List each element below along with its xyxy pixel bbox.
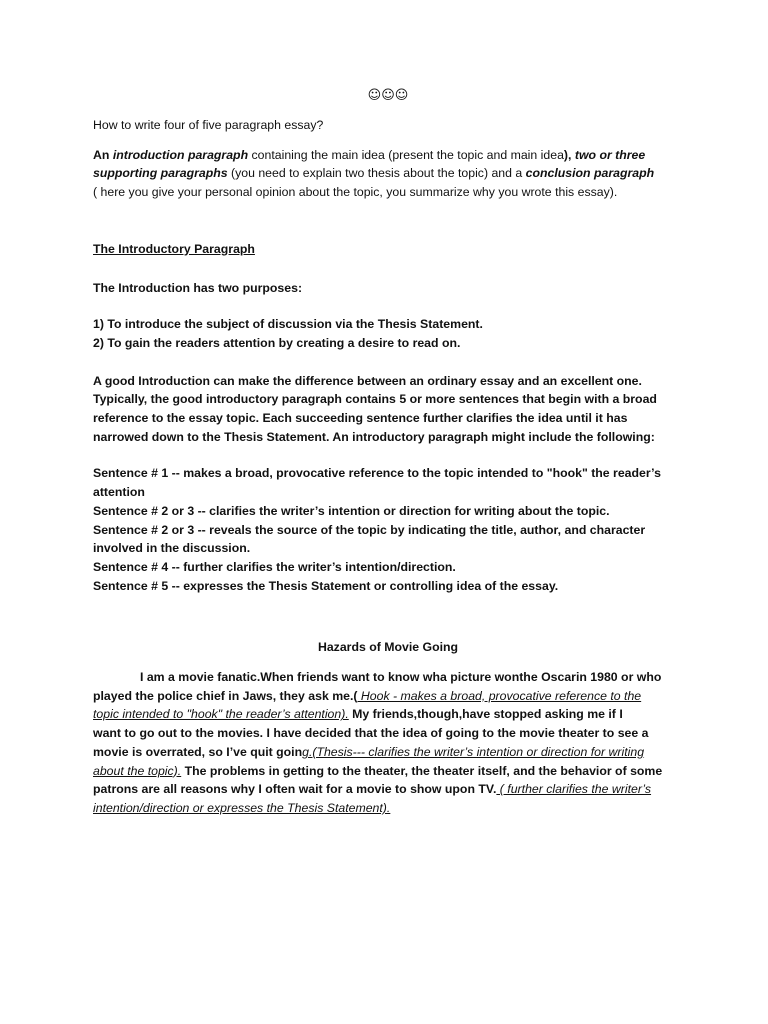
annotation-thesis-cont: about the topic). [93,763,182,778]
essay-line-3: topic intended to "hook" the reader’s attention). My friends,though,have stopped asking me if I [93,707,623,722]
sentence-guide-line: Sentence # 1 -- makes a broad, provocative reference to the topic intended to "hook" the reader’s [93,466,661,481]
purposes-list [93,315,683,352]
smiley-faces-header [93,86,683,104]
essay-paragraph [93,668,683,818]
annotation-thesis: g.(Thesis--- clarifies the writer’s intention or direction for writing [302,744,645,759]
essay-title: Hazards of Movie Going [317,640,459,655]
good-intro-line: Typically, the good introductory paragraph contains 5 or more sentences that begin with a broad [93,392,657,407]
purpose-item: 1) To introduce the subject of discussion via the Thesis Statement. [93,317,483,332]
annotation-hook-cont: topic intended to "hook" the reader’s attention). [93,707,349,722]
overview-line-1: An introduction paragraph containing the main idea (present the topic and main idea), two or three [93,147,646,162]
annotation-clarify: ( further clarifies the writer’s [496,782,652,797]
essay-line-2: played the police chief in Jaws, they ask me.( Hook - makes a broad, provocative reference to the [93,688,642,703]
essay-line-1: I am a movie fanatic.When friends want to know wha picture wonthe Oscarin 1980 or who [140,670,662,685]
good-intro-line: A good Introduction can make the difference between an ordinary essay and an excellent one. [93,373,642,388]
good-intro-line: reference to the essay topic. Each succeeding sentence further clarifies the idea until it has [93,411,628,426]
sentence-guide-line: Sentence # 2 or 3 -- clarifies the writer’s intention or direction for writing about the topic. [93,503,610,518]
smiley-icons: ☺☺☺ [367,88,409,103]
essay-line-5: movie is overrated, so I’ve quit going.(Thesis--- clarifies the writer’s intention or direction for writing [93,744,645,759]
good-intro-paragraph [93,372,683,447]
sentence-guide [93,464,683,595]
purposes-intro: The Introduction has two purposes: [93,280,303,295]
overview-line-3: ( here you give your personal opinion about the topic, you summarize why you wrote this essay). [93,185,618,200]
sentence-guide-line: Sentence # 5 -- expresses the Thesis Statement or controlling idea of the essay. [93,578,559,593]
annotation-hook: Hook - makes a broad, provocative reference to the [357,688,642,703]
overview-paragraph [93,146,683,202]
sentence-guide-line: involved in the discussion. [93,541,251,556]
essay-line-7: patrons are all reasons why I often wait for a movie to show upon TV. ( further clarifies the writer’s [93,782,652,797]
sentence-guide-line: Sentence # 2 or 3 -- reveals the source of the topic by indicating the title, author, and character [93,522,646,537]
section-heading: The Introductory Paragraph [93,241,255,256]
good-intro-line: narrowed down to the Thesis Statement. An introductory paragraph might include the following: [93,429,655,444]
annotation-clarify-cont: intention/direction or expresses the Thesis Statement). [93,800,391,815]
sentence-guide-line: Sentence # 4 -- further clarifies the writer’s intention/direction. [93,559,456,574]
document-page [93,86,683,818]
essay-question: How to write four of five paragraph essay? [93,118,324,132]
purpose-item: 2) To gain the readers attention by creating a desire to read on. [93,335,461,350]
sentence-guide-line: attention [93,485,145,500]
essay-line-6: about the topic). The problems in getting to the theater, the theater itself, and the behavior of some [93,763,663,778]
essay-line-4: want to go out to the movies. I have decided that the idea of going to the movie theater to see a [93,726,649,741]
overview-line-2: supporting paragraphs (you need to explain two thesis about the topic) and a conclusion paragraph [93,166,655,181]
